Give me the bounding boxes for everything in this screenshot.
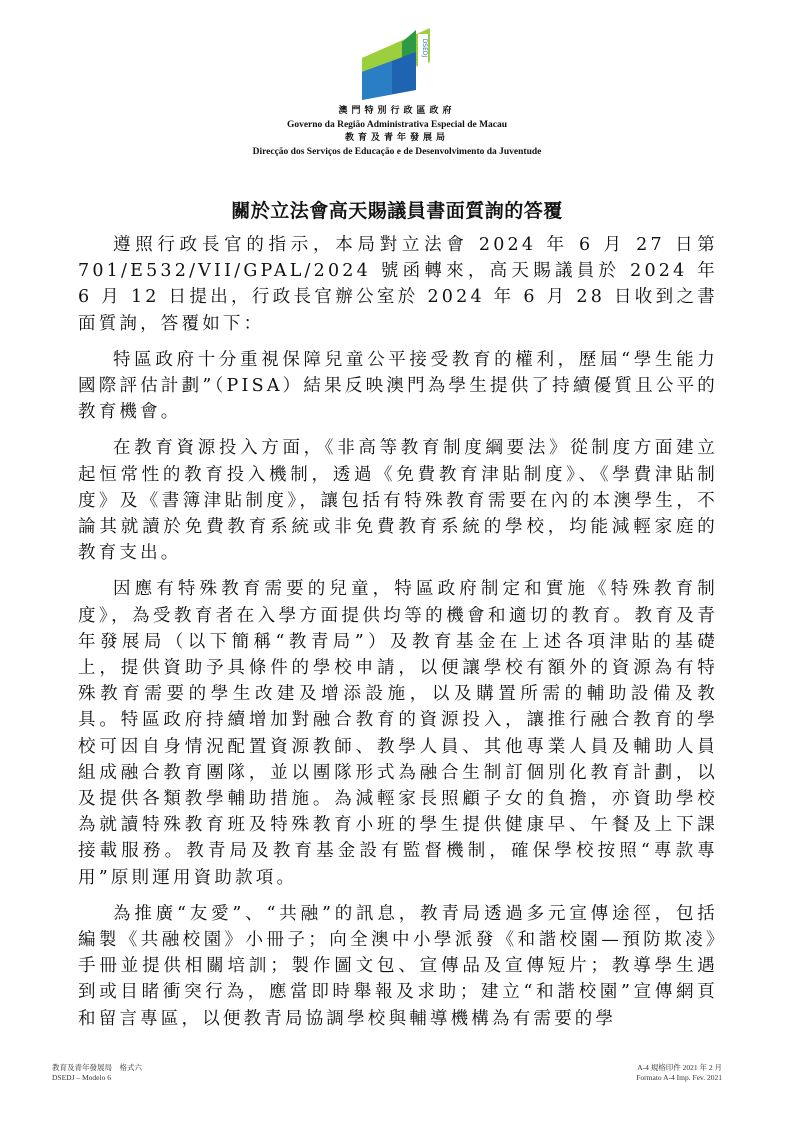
- document-body: [78, 232, 718, 1042]
- paragraph: 遵照行政長官的指示，本局對立法會 2024 年 6 月 27 日第 701/E532/VII/GPAL/2024 號函轉來，高天賜議員於 2024 年 6 月 12 日提出，行政長官辦公室於 2024 年 6 月 28 日收到之書面質詢，答覆如下：: [78, 235, 718, 334]
- footer-left: [52, 1063, 142, 1083]
- paragraph: 特區政府十分重視保障兒童公平接受教育的權利，歷屆“學生能力國際評估計劃”（PISA）結果反映澳門為學生提供了持續優質且公平的教育機會。: [78, 349, 718, 423]
- document-title: 關於立法會高天賜議員書面質詢的答覆: [231, 200, 563, 222]
- org-name-pt: Governo da Região Administrativa Especial de Macau: [286, 120, 508, 130]
- dept-name-zh: 教育及青年發展局: [344, 133, 449, 143]
- dsedj-logo: [362, 28, 430, 100]
- footer-right: [636, 1063, 722, 1083]
- org-name-zh: 澳門特別行政區政府: [338, 106, 456, 116]
- dept-name-pt: Direcção dos Serviços de Educação e de Desenvolvimento da Juventude: [252, 147, 542, 157]
- paragraph: 在教育資源投入方面，《非高等教育制度綱要法》從制度方面建立起恒常性的教育投入機制，透過《免費教育津貼制度》、《學費津貼制度》及《書簿津貼制度》，讓包括有特殊教育需要在內的本澳學生，不論其就讀於免費教育系統或非免費教育系統的學校，均能減輕家庭的教育支出。: [78, 438, 718, 564]
- paragraph: 因應有特殊教育需要的兒童，特區政府制定和實施《特殊教育制度》，為受教育者在入學方面提供均等的機會和適切的教育。教育及青年發展局（以下簡稱“教青局”）及教育基金在上述各項津貼的基礎上，提供資助予具條件的學校申請，以便讓學校有額外的資源為有特殊教育需要的學生改建及增添設施，以及購置所需的輔助設備及教具。特區政府持續增加對融合教育的資源投入，讓推行融合教育的學校可因自身情況配置資源教師、教學人員、其他專業人員及輔助人員組成融合教育團隊，並以團隊形式為融合生制訂個別化教育計劃，以及提供各類教學輔助措施。為減輕家長照顧子女的負擔，亦資助學校為就讀特殊教育班及特殊教育小班的學生提供健康早、午餐及上下課接載服務。教青局及教育基金設有監督機制，確保學校按照“專款專用”原則運用資助款項。: [78, 579, 718, 888]
- letterhead: [0, 104, 794, 158]
- footer-form-zh: 教育及青年發展局 格式六: [52, 1063, 142, 1072]
- footer-form-pt: DSEDJ – Modelo 6: [52, 1073, 111, 1082]
- logo-text: DSEDJ: [421, 38, 428, 58]
- footer-print-zh: A-4 規格印件 2021 年 2 月: [637, 1063, 722, 1072]
- footer-print-pt: Formato A-4 Imp. Fev. 2021: [636, 1073, 722, 1082]
- paragraph: 為推廣“友愛”、“共融”的訊息，教青局透過多元宣傳途徑，包括編製《共融校園》小冊子；向全澳中小學派發《和諧校園—預防欺凌》手冊並提供相關培訓；製作圖文包、宣傳品及宣傳短片；教導學生遇到或目睹衝突行為，應當即時舉報及求助；建立“和諧校園”宣傳網頁和留言專區，以便教青局協調學校與輔導機構為有需要的學: [78, 903, 718, 1029]
